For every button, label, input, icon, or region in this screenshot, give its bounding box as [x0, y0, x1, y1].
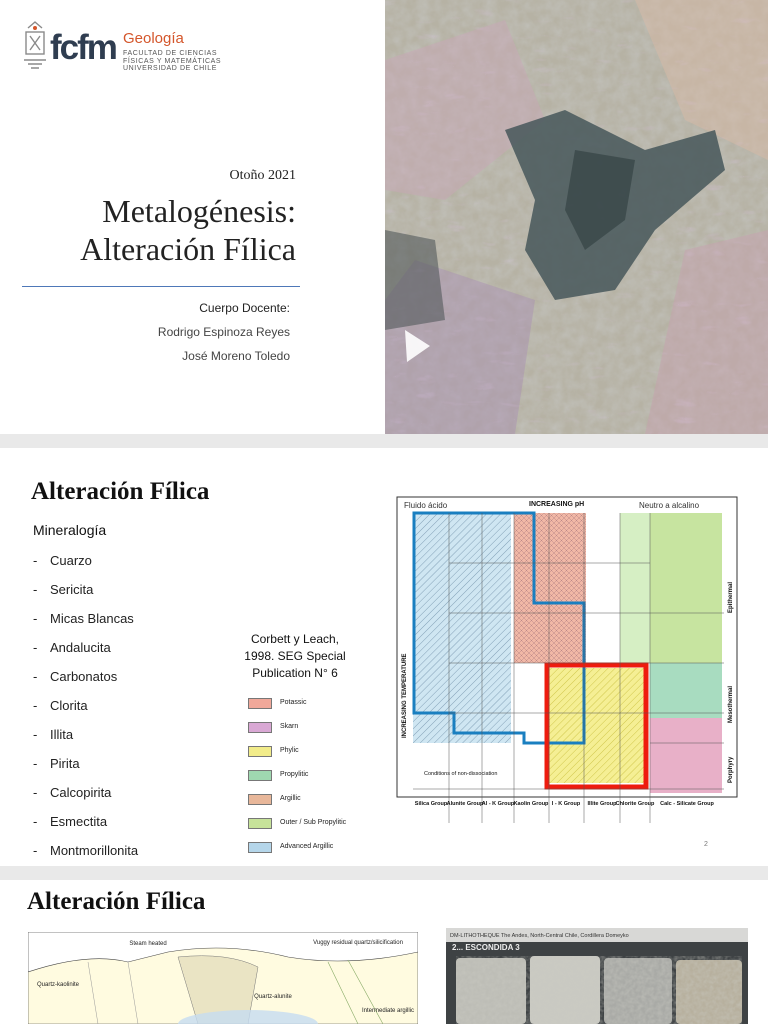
acidic-label: Fluido ácido [404, 501, 448, 510]
sketch-label: Quartz-alunite [254, 994, 292, 1000]
list-item: - Carbonatos [33, 669, 118, 684]
legend-label: Propylitic [280, 771, 309, 778]
list-item: - Pirita [33, 756, 80, 771]
citation-line: Corbett y Leach, [250, 632, 340, 646]
staff-member: José Moreno Toledo [182, 349, 290, 363]
legend-label: Skarn [280, 723, 299, 730]
legend-label: Phylic [280, 747, 299, 754]
sketch-label: Vuggy residual quartz/silicification [313, 940, 403, 946]
core-caption: DM-LITHOTHEQUE The Andes, North-Central Chile, Cordillera Domeyko [450, 933, 629, 939]
legend-swatch [248, 746, 272, 757]
alkaline-label: Neutro a alcalino [639, 501, 700, 510]
divider [22, 286, 300, 287]
logo-mark: fcfm [50, 28, 116, 67]
legend-label: Potassic [280, 699, 307, 706]
group-label: Chlorite Group [615, 801, 655, 807]
department-name: Geología [123, 30, 184, 47]
alteration-cross-section-sketch [28, 932, 418, 1024]
list-item: - Sericita [33, 582, 94, 597]
faculty-line: UNIVERSIDAD DE CHILE [123, 65, 218, 72]
sketch-label: Intermediate argillic [361, 1008, 415, 1014]
slide-title: Alteración Fílica [27, 888, 206, 915]
list-item: - Illita [33, 727, 74, 742]
teaching-staff [158, 296, 290, 368]
legend-swatch [248, 818, 272, 829]
list-item: - Andalucita [33, 640, 111, 655]
ph-label: INCREASING pH [529, 501, 585, 508]
alteration-mineralogy-diagram [394, 493, 740, 823]
list-item: - Montmorillonita [33, 843, 139, 858]
section-heading: Mineralogía [33, 522, 107, 538]
title-slide [0, 0, 768, 434]
citation-line: Publication N° 6 [252, 666, 338, 680]
legend-swatch [248, 770, 272, 781]
zone-label: Porphyry [728, 756, 734, 783]
group-label: Silica Group [414, 801, 448, 807]
zone-label: Epithermal [728, 581, 734, 613]
list-item: - Clorita [33, 698, 88, 713]
staff-member: Rodrigo Espinoza Reyes [157, 325, 290, 339]
mineral-list [33, 546, 138, 865]
list-item: - Calcopirita [33, 785, 112, 800]
thin-section-photo [385, 0, 768, 434]
group-label: Al - K Group [481, 801, 515, 807]
legend-swatch [248, 794, 272, 805]
university-logo [22, 18, 222, 78]
staff-heading: Cuerpo Docente: [199, 301, 290, 315]
list-item: - Micas Blancas [33, 611, 134, 626]
slide-title: Alteración Fílica [31, 478, 210, 505]
faculty-name [123, 50, 243, 73]
group-label: Calc - Silicate Group [660, 801, 714, 807]
citation [235, 631, 355, 682]
faculty-line: FÍSICAS Y MATEMÁTICAS [123, 57, 222, 65]
legend-swatch [248, 698, 272, 709]
temperature-axis-label: INCREASING TEMPERATURE [402, 653, 408, 738]
list-item: - Esmectita [33, 814, 108, 829]
course-title-line: Metalogénesis: [102, 193, 296, 229]
zone-label: Mesothermal [728, 685, 734, 723]
legend-label: Outer / Sub Propylitic [280, 819, 347, 826]
faculty-line: FACULTAD DE CIENCIAS [123, 50, 218, 57]
legend-label: Advanced Argillic [280, 843, 334, 850]
legend-label: Argillic [280, 795, 301, 802]
group-label: Illite Group [587, 801, 617, 807]
drill-core-photo [446, 928, 748, 1024]
group-label: Alunite Group [446, 801, 484, 807]
lecture-title-line: Alteración Fílica [80, 231, 296, 267]
legend-swatch [248, 722, 272, 733]
university-crest-icon [22, 20, 48, 76]
group-label: Kaolin Group [513, 801, 549, 807]
sketch-label: Steam heated [129, 941, 167, 947]
non-dissociation-note: Conditions of non-dissociation [424, 771, 498, 777]
course-title [80, 192, 296, 268]
term-label: Otoño 2021 [229, 168, 296, 183]
group-label: I - K Group [551, 801, 581, 807]
sketch-label: Quartz-kaolinite [36, 982, 80, 988]
legend-swatch [248, 842, 272, 853]
core-sample-label: 2... ESCONDIDA 3 [452, 943, 520, 952]
phyllic-alteration-slide [0, 880, 768, 1024]
mineralogy-slide [0, 448, 768, 866]
citation-line: 1998. SEG Special [244, 649, 346, 663]
page-number: 2 [704, 841, 708, 848]
list-item: - Cuarzo [33, 553, 92, 568]
